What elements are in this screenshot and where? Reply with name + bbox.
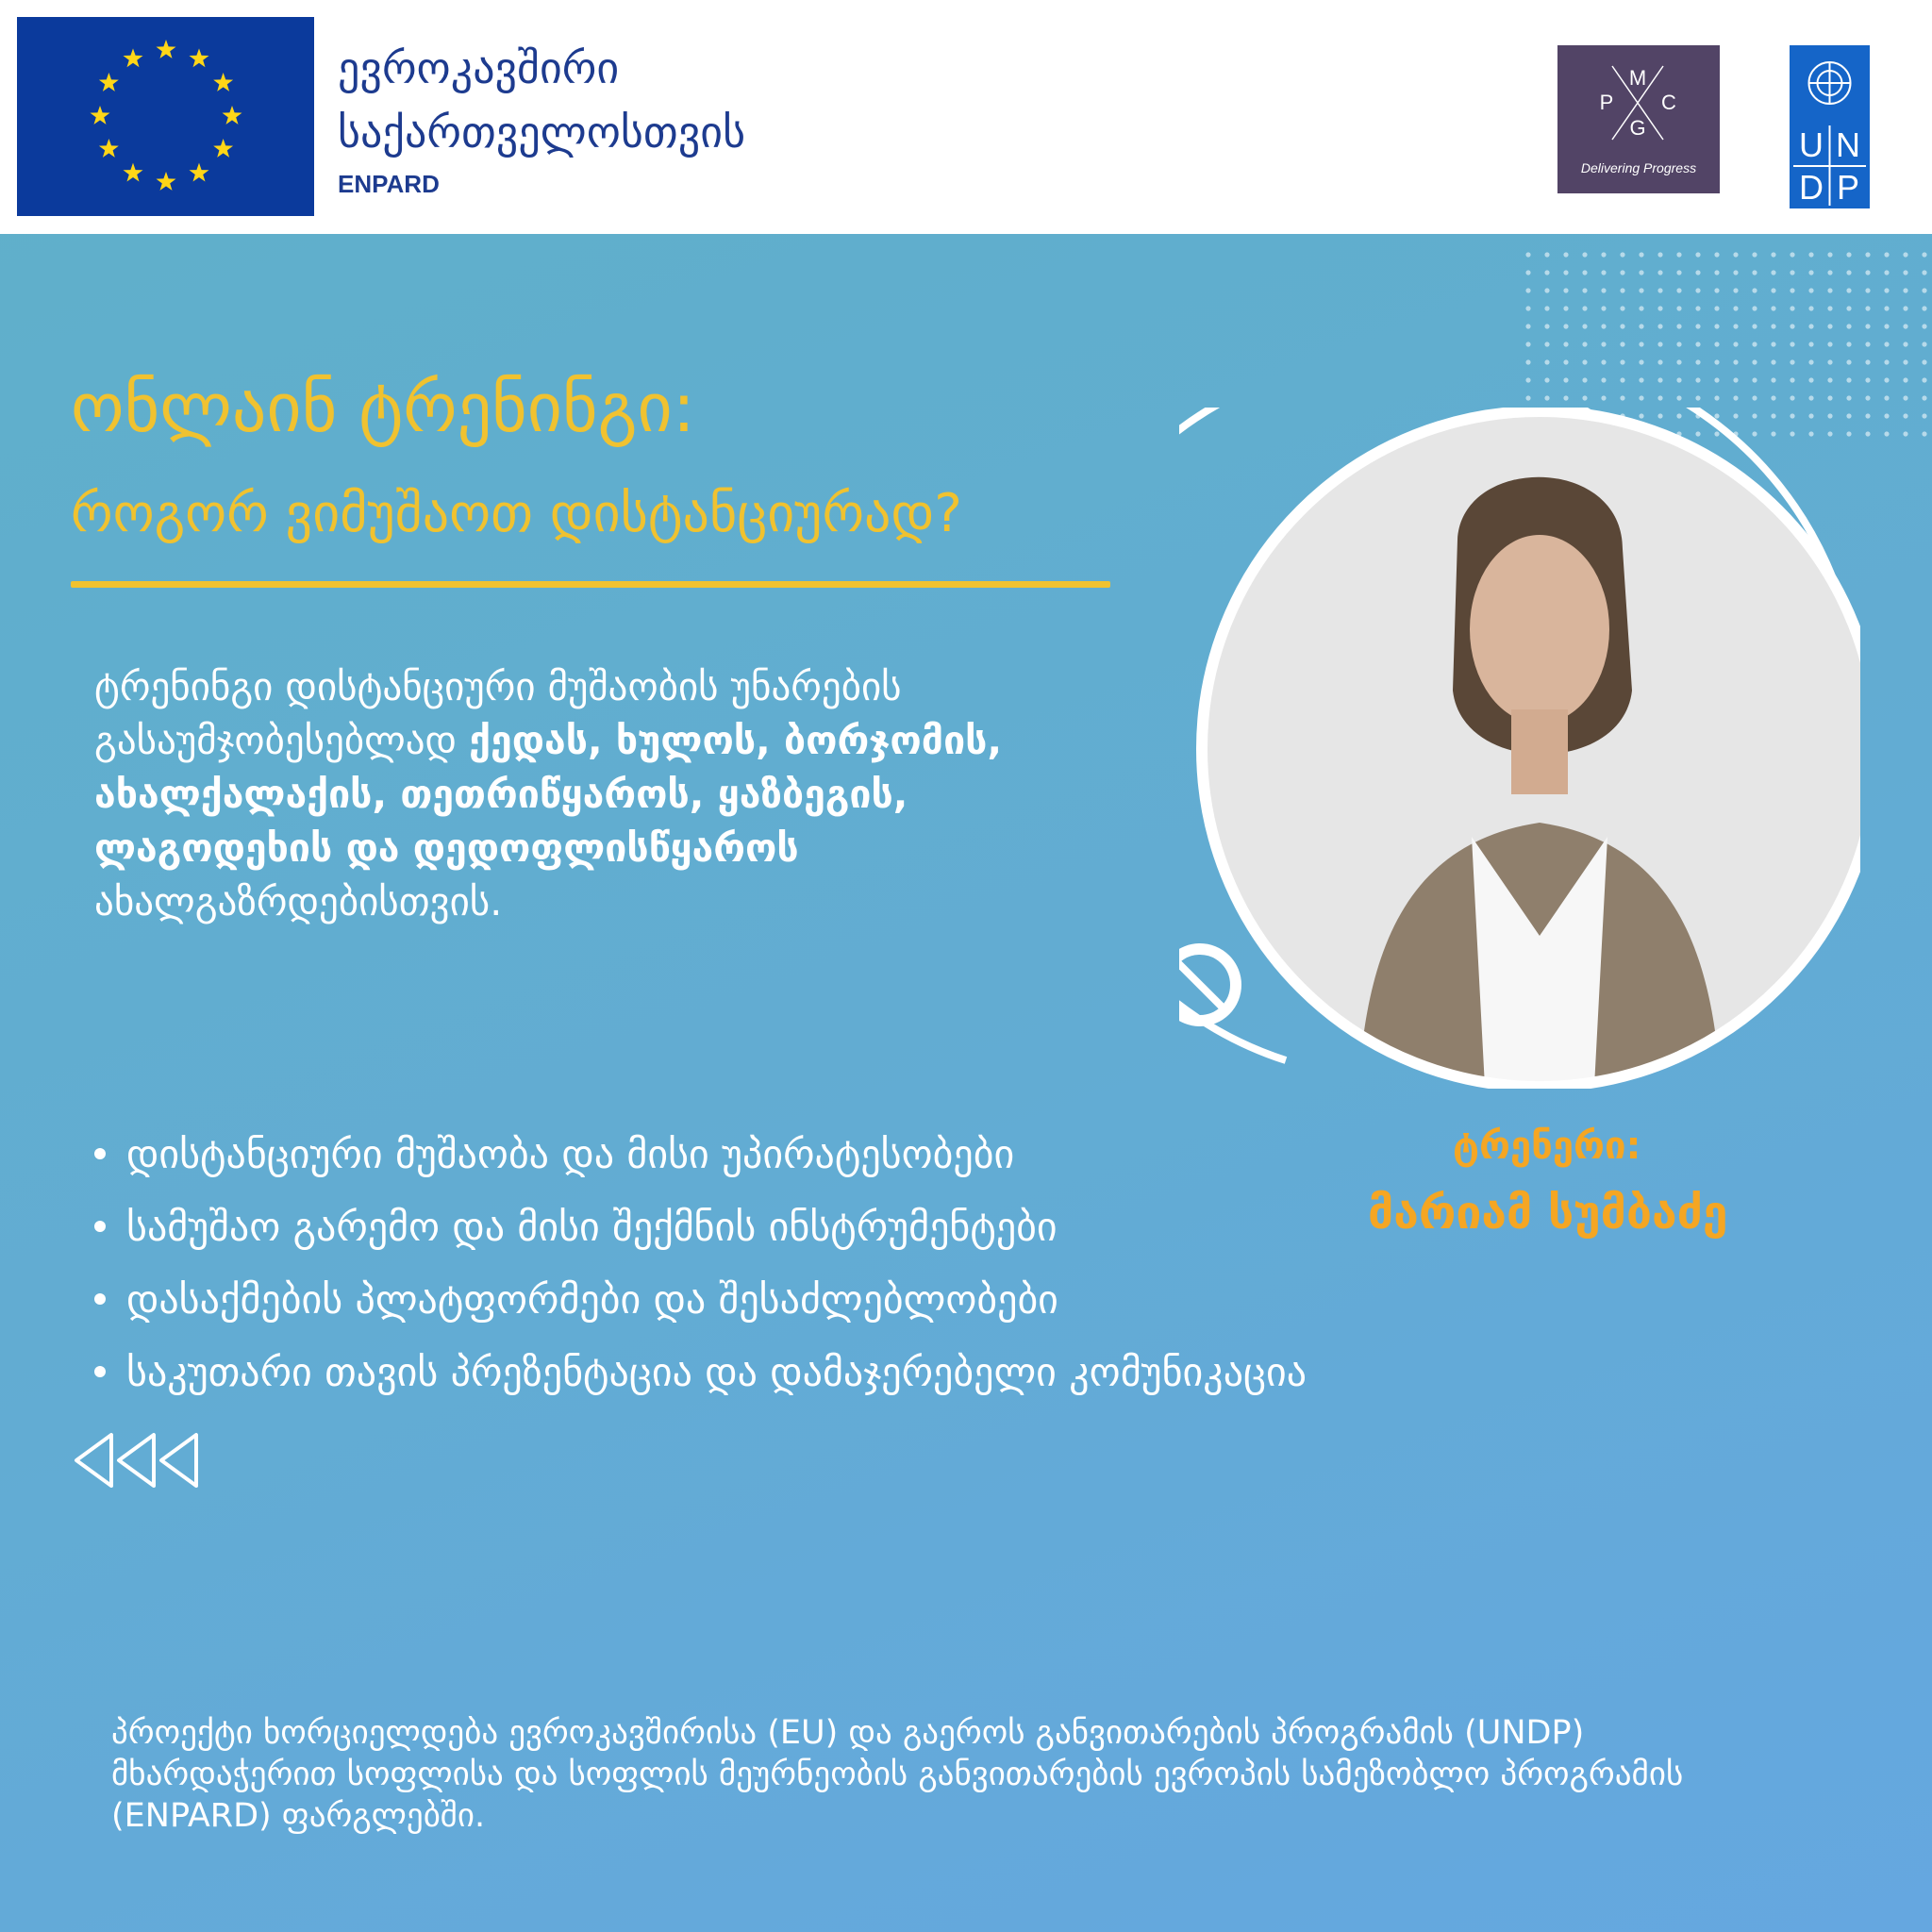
undp-letter-u: U xyxy=(1799,125,1824,164)
trainer-label: ტრენერი: xyxy=(1453,1124,1641,1168)
undp-letter-n: N xyxy=(1836,125,1860,164)
eu-logo-line2: საქართველოსთვის xyxy=(338,107,746,158)
undp-letter-d: D xyxy=(1799,168,1824,207)
page-subtitle: როგორ ვიმუშაოთ დისტანციურად? xyxy=(71,483,962,544)
eu-flag-logo xyxy=(17,17,314,216)
title-underline xyxy=(71,581,1110,588)
eu-stars-icon xyxy=(17,17,314,216)
bullet-icon xyxy=(94,1293,106,1305)
header-bar xyxy=(0,0,1932,234)
bullet-icon xyxy=(94,1148,106,1159)
footer-disclaimer: პროექტი ხორციელდება ევროკავშირისა (EU) და გაეროს განვითარების პროგრამის (UNDP) მხარდაჭერით სოფლისა და სოფლის მეურნეობის განვითარების ევროპის სამეზობლო პროგრამის (ENPARD) ფარგლებში. xyxy=(111,1714,1684,1835)
list-item xyxy=(94,1191,1307,1263)
trainer-name: მარიამ სუმბაძე xyxy=(1368,1187,1728,1240)
bullet-icon xyxy=(94,1221,106,1232)
topics-list xyxy=(94,1118,1307,1408)
description-audience: ახალგაზრდებისთვის. xyxy=(94,879,503,924)
un-emblem-icon xyxy=(1809,62,1851,104)
pmcg-letter-p: P xyxy=(1599,91,1614,114)
eu-logo-line1: ევროკავშირი xyxy=(338,42,620,93)
bullet-icon xyxy=(94,1366,106,1377)
pmcg-letter-m: M xyxy=(1628,66,1647,90)
pmcg-letter-c: C xyxy=(1661,91,1676,114)
enpard-label: ENPARD xyxy=(338,170,440,198)
topic-text: საკუთარი თავის პრეზენტაცია და დამაჯერებელი კომუნიკაცია xyxy=(126,1349,1307,1395)
description-municipalities: ქედას, ხულოს, ბორჯომის, ახალქალაქის, თეთრიწყაროს, ყაზბეგის, ლაგოდეხის და დედოფლისწყაროს xyxy=(94,718,1003,871)
list-item xyxy=(94,1336,1307,1408)
triangle-arrows-icon xyxy=(74,1432,206,1489)
pmcg-tagline: Delivering Progress xyxy=(1580,160,1697,175)
list-item xyxy=(94,1263,1307,1336)
eu-logo-text xyxy=(338,36,745,199)
undp-logo xyxy=(1790,45,1870,208)
description-text: ტრენინგი დისტანციური მუშაობის უნარების გასაუმჯობესებლად xyxy=(94,664,902,763)
topic-text: დასაქმების პლატფორმები და შესაძლებლობები xyxy=(126,1276,1058,1323)
topic-text: სამუშაო გარემო და მისი შექმნის ინსტრუმენტები xyxy=(126,1204,1058,1250)
list-item xyxy=(94,1118,1307,1191)
training-description xyxy=(94,660,1085,929)
pmcg-logo xyxy=(1557,45,1720,193)
topic-text: დისტანციური მუშაობა და მისი უპირატესობები xyxy=(126,1131,1015,1177)
undp-letter-p: P xyxy=(1836,168,1860,207)
page-title: ონლაინ ტრენინგი: xyxy=(71,368,696,447)
trainer-photo-frame xyxy=(1179,408,1860,1089)
pmcg-letter-g: G xyxy=(1629,116,1646,140)
